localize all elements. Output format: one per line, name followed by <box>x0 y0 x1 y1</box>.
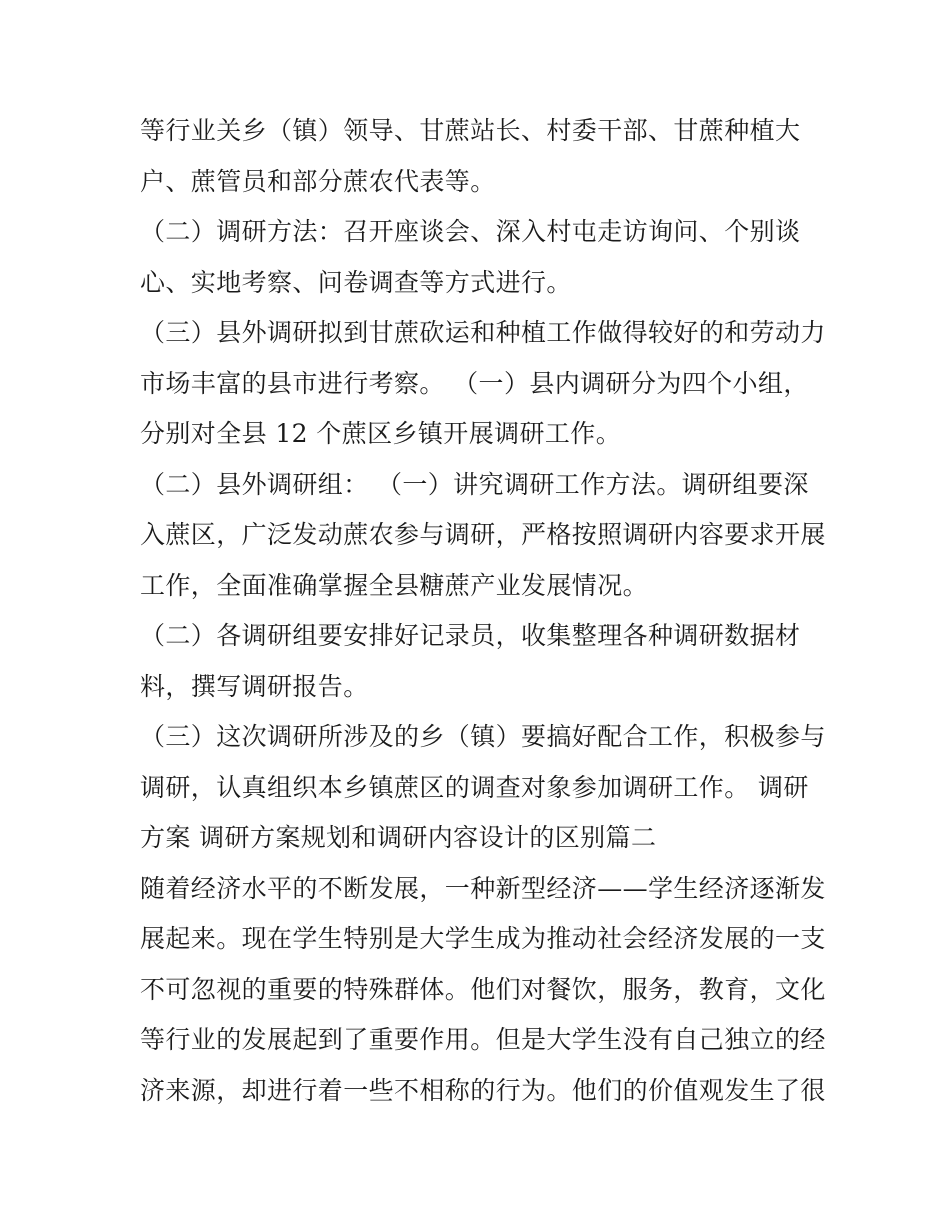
text-line: 分别对全县 12 个蔗区乡镇开展调研工作。 <box>140 419 622 448</box>
text-line: 等行业关乡（镇）领导、甘蔗站长、村委干部、甘蔗种植大 <box>140 116 801 145</box>
document-body <box>140 106 826 1116</box>
text-line: （二）调研方法：召开座谈会、深入村屯走访询问、个别谈 <box>140 217 801 246</box>
text-line: 工作，全面准确掌握全县糖蔗产业发展情况。 <box>140 570 649 600</box>
text-line: 市场丰富的县市进行考察。 （一）县内调研分为四个小组， <box>140 368 809 398</box>
text-line: 不可忽视的重要的特殊群体。他们对餐饮，服务，教育，文化 <box>140 974 826 1004</box>
text-line: （三）县外调研拟到甘蔗砍运和种植工作做得较好的和劳动力 <box>140 318 826 347</box>
text-line: 料，撰写调研报告。 <box>140 671 369 701</box>
text-line: （二）各调研组要安排好记录员，收集整理各种调研数据材 <box>140 621 801 650</box>
text-line: 随着经济水平的不断发展，一种新型经济——学生经济逐渐发 <box>140 873 826 903</box>
text-line: （二）县外调研组： （一）讲究调研工作方法。调研组要深 <box>140 469 809 499</box>
text-line: 调研，认真组织本乡镇蔗区的调查对象参加调研工作。 调研 <box>140 772 809 802</box>
text-line: （三）这次调研所涉及的乡（镇）要搞好配合工作，积极参与 <box>140 722 826 751</box>
text-line: 入蔗区，广泛发动蔗农参与调研，严格按照调研内容要求开展 <box>140 520 826 549</box>
text-line: 展起来。现在学生特别是大学生成为推动社会经济发展的一支 <box>140 924 826 953</box>
text-line: 方案 调研方案规划和调研内容设计的区别篇二 <box>140 823 657 852</box>
text-line: 等行业的发展起到了重要作用。但是大学生没有自己独立的经 <box>140 1025 826 1054</box>
text-line: 心、实地考察、问卷调查等方式进行。 <box>140 267 572 297</box>
text-line: 济来源，却进行着一些不相称的行为。他们的价值观发生了很 <box>140 1075 826 1105</box>
text-line: 户、蔗管员和部分蔗农代表等。 <box>140 166 496 196</box>
